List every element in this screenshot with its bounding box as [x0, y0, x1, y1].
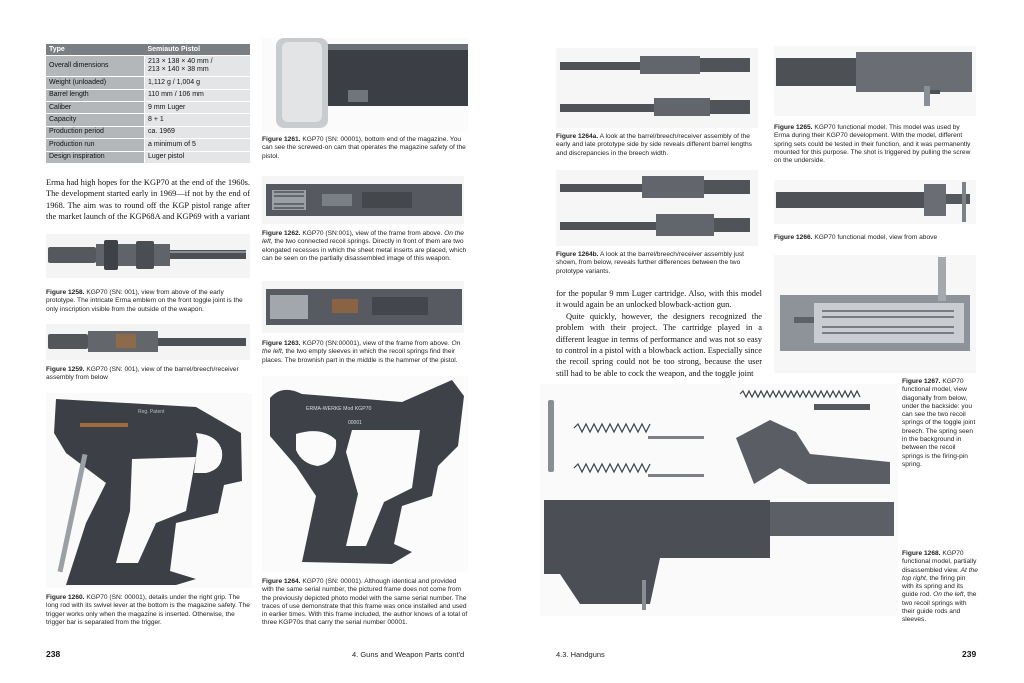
spec-key: Design inspiration: [46, 151, 145, 163]
spec-row: [46, 151, 250, 163]
spec-row: [46, 114, 250, 126]
figure-1265-caption: Figure 1265. KGP70 functional model. This model was used by Erma during their KGP70 development. With the model, different spring sets could be tested in their function, and it was permanently mounted for this purpose. The shot is triggered by pulling the screw on the underside.: [774, 124, 971, 165]
figure-1264b-caption: Figure 1264b. A look at the barrel/breech/receiver assembly just shown, from below, reveals further differences between the two prototype variants.: [556, 251, 745, 275]
figure-1263-caption: Figure 1263. KGP70 (SN:00001), view of the frame from above. On the left, the two empty sleeves in which the recoil springs find their places. The brownish part in the middle is the hammer of the pistol.: [262, 340, 461, 364]
spec-key: Caliber: [46, 102, 145, 114]
spec-value: 110 mm / 106 mm: [145, 89, 251, 101]
spec-row: [46, 139, 250, 151]
figure-1266-caption: Figure 1266. KGP70 functional model, view from above: [774, 234, 938, 241]
spec-value: a minimum of 5: [145, 139, 251, 151]
spec-header-type: Type: [46, 44, 145, 56]
figure-1264a-caption: Figure 1264a. A look at the barrel/breech/receiver assembly of the early and late prototype side by side reveals different barrel lengths and discrepancies in the breech width.: [556, 133, 752, 157]
spec-table: [46, 44, 250, 164]
figure-1259-image: [46, 324, 250, 360]
grip-marking: Reg. Patent: [138, 409, 165, 415]
spec-row: [46, 56, 250, 77]
spec-value: ca. 1969: [145, 126, 251, 138]
figure-1266-image: [774, 180, 976, 224]
spec-key: Capacity: [46, 114, 145, 126]
figure-1264b-image: [556, 170, 758, 246]
frame-engraving: ERMA-WERKE Mod KGP70: [306, 406, 372, 412]
figure-1262-caption: Figure 1262. KGP70 (SN:001), view of the frame from above. On the left, the two connected recoil springs. Directly in front of them are two elongated recesses in which the sheet metal inserts are placed, which can be seen on the partially disassembled image of this weapon.: [262, 230, 467, 262]
footer-section-left: 4. Guns and Weapon Parts cont'd: [352, 650, 465, 659]
spec-table-header: [46, 44, 250, 56]
spec-key: Barrel length: [46, 89, 145, 101]
spec-value: Luger pistol: [145, 151, 251, 163]
figure-1258-caption: Figure 1258. KGP70 (SN: 001), view from above of the early prototype. The intricate Erma emblem on the front toggle joint is the only inscription visible from the outside of the weapon.: [46, 289, 243, 313]
figure-1264-image: [262, 376, 468, 572]
figure-1267-caption: Figure 1267. KGP70 functional model, view diagonally from below, under the backside: you can see the two recoil springs of the toggle joint breech. The spring seen in the background in between the recoil springs is the firing-pin spring.: [902, 378, 976, 468]
spec-header-value: Semiauto Pistol: [145, 44, 251, 56]
figure-1261-caption: Figure 1261. KGP70 (SN: 00001), bottom end of the magazine. You can see the screwed-on cam that operates the magazine safety of the pistol.: [262, 136, 466, 160]
footer-section-right: 4.3. Handguns: [556, 650, 605, 659]
figure-1265-image: [774, 46, 976, 116]
spec-key: Production run: [46, 139, 145, 151]
figure-1268-image: [540, 384, 898, 616]
spec-value: 8 + 1: [145, 114, 251, 126]
spec-value: 1,112 g / 1,004 g: [145, 77, 251, 89]
spec-value: 213 × 138 × 40 mm / 213 × 140 × 38 mm: [145, 56, 251, 77]
spec-row: [46, 89, 250, 101]
spec-key: Weight (unloaded): [46, 77, 145, 89]
spec-row: [46, 102, 250, 114]
figure-1264-caption: Figure 1264. KGP70 (SN: 00001). Although identical and provided with the same serial number, the pictured frame does not come from the previously depicted photo model with the same serial number. The traces of use demonstrate that this frame was once installed and used in earlier times. With this frame included, the author knows of a total of three KGP70s that carry the serial number 00001.: [262, 578, 468, 627]
page-number-right: 239: [962, 649, 977, 659]
spec-value: 9 mm Luger: [145, 102, 251, 114]
figure-1267-image: [774, 255, 976, 373]
figure-1268-caption: Figure 1268. KGP70 functional model, partially disassembled view. At the top right, the firing pin with its spring and its guide rod. On the left, the two recoil springs with their guide rods and sleeves.: [902, 550, 978, 624]
spec-row: [46, 126, 250, 138]
figure-1258-image: [46, 234, 250, 278]
figure-1264a-image: [556, 48, 758, 128]
figure-1260-caption: Figure 1260. KGP70 (SN: 00001), details under the right grip. The long rod with its swivel lever at the bottom is the magazine safety. The trigger works only when the magazine is inserted. Otherwise, the trigger bar is separated from the trigger.: [46, 594, 250, 626]
figure-1260-image: [46, 393, 252, 588]
spec-key: Overall dimensions: [46, 56, 145, 77]
right-body-text: for the popular 9 mm Luger cartridge. Also, with this model it would again be an unlocked blowback-action gun. Quite quickly, however, the designers recognized the problem with their project. The cartridge played in a different league in terms of performance and was not so easy to control in a pistol with a blowback action. Especially since the recoil spring could not be too strong, because the user still had to be able to cock the weapon, and the toggle joint: [556, 289, 762, 378]
spec-row: [46, 77, 250, 89]
figure-1262-image: [262, 176, 464, 224]
page-number-left: 238: [46, 649, 61, 659]
figure-1259-caption: Figure 1259. KGP70 (SN: 001), view of the barrel/breech/receiver assembly from below: [46, 366, 239, 382]
spec-key: Production period: [46, 126, 145, 138]
frame-serial: 00001: [348, 420, 362, 426]
figure-1261-image: [262, 38, 468, 132]
figure-1263-image: [262, 281, 464, 333]
left-body-text: Erma had high hopes for the KGP70 at the end of the 1960s. The development started early in 1969—if not by the end of 1968. The aim was to round off the KGP pistol range after the market launch of the KGP68A and KGP69 with a variant: [46, 178, 250, 222]
